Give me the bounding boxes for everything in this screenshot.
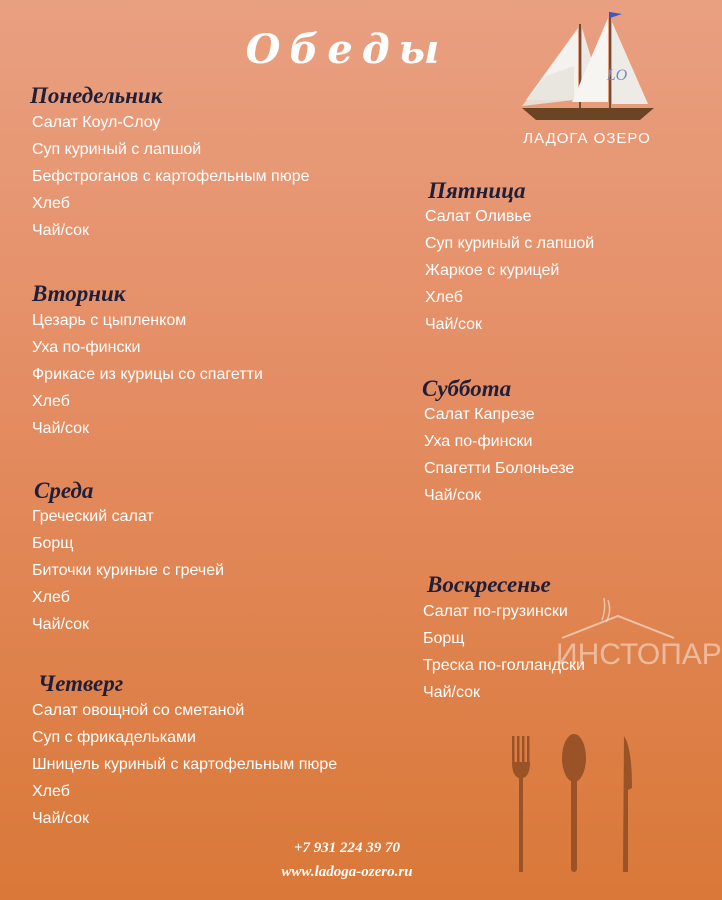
- list-item: Чай/сок: [425, 316, 483, 333]
- menu-list-tuesday: [32, 307, 263, 442]
- day-heading-saturday: Суббота: [422, 376, 512, 401]
- list-item: Хлеб: [32, 393, 70, 410]
- list-item: Хлеб: [425, 289, 463, 306]
- list-item: Жаркое с курицей: [425, 262, 560, 279]
- menu-list-saturday: [424, 401, 574, 509]
- list-item: Чай/сок: [32, 616, 90, 633]
- list-item: Уха по-фински: [32, 339, 141, 356]
- menu-list-friday: [425, 203, 594, 338]
- list-item: Шницель куриный с картофельным пюре: [32, 756, 338, 773]
- menu-list-monday: [32, 109, 309, 244]
- list-item: Хлеб: [32, 783, 70, 800]
- day-heading-sunday: Воскресенье: [427, 572, 551, 597]
- list-item: Хлеб: [32, 195, 70, 212]
- day-heading-tuesday: Вторник: [32, 281, 126, 306]
- brand-monogram: LO: [606, 67, 628, 84]
- day-heading-thursday: Четверг: [38, 671, 124, 696]
- list-item: Салат Капрезе: [424, 406, 535, 423]
- menu-list-thursday: [32, 697, 337, 832]
- list-item: Борщ: [423, 630, 465, 647]
- list-item: Треска по-голландски: [423, 657, 585, 674]
- list-item: Чай/сок: [32, 420, 90, 437]
- list-item: Фрикасе из курицы со спагетти: [32, 366, 263, 383]
- list-item: Салат по-грузински: [423, 603, 568, 620]
- list-item: Суп куриный с лапшой: [425, 235, 595, 252]
- menu-list-sunday: [423, 598, 585, 706]
- list-item: Борщ: [32, 535, 74, 552]
- day-heading-monday: Понедельник: [30, 83, 163, 108]
- page-title: Обеды: [245, 26, 449, 73]
- menu-list-wednesday: [32, 503, 224, 638]
- list-item: Хлеб: [32, 589, 70, 606]
- list-item: Чай/сок: [32, 222, 90, 239]
- list-item: Уха по-фински: [424, 433, 533, 450]
- contact-phone: +7 931 224 39 70: [293, 840, 401, 856]
- list-item: Чай/сок: [424, 487, 482, 504]
- list-item: Суп куриный с лапшой: [32, 141, 202, 158]
- list-item: Чай/сок: [32, 810, 90, 827]
- list-item: Спагетти Болоньезе: [424, 460, 575, 477]
- day-heading-wednesday: Среда: [34, 478, 94, 503]
- list-item: Салат овощной со сметаной: [32, 702, 245, 719]
- list-item: Биточки куриные с гречей: [32, 562, 225, 579]
- list-item: Суп с фрикадельками: [32, 729, 196, 746]
- list-item: Чай/сок: [423, 684, 481, 701]
- list-item: Цезарь с цыпленком: [32, 312, 187, 329]
- day-heading-friday: Пятница: [428, 178, 526, 203]
- watermark-text: ИНСТОПАР: [556, 638, 722, 671]
- list-item: Греческий салат: [32, 508, 154, 525]
- brand-name: ЛАДОГА ОЗЕРО: [523, 130, 651, 147]
- contact-website[interactable]: www.ladoga-ozero.ru: [281, 864, 413, 880]
- list-item: Бефстроганов с картофельным пюре: [32, 168, 310, 185]
- list-item: Салат Коул-Слоу: [32, 114, 161, 131]
- list-item: Салат Оливье: [425, 208, 532, 225]
